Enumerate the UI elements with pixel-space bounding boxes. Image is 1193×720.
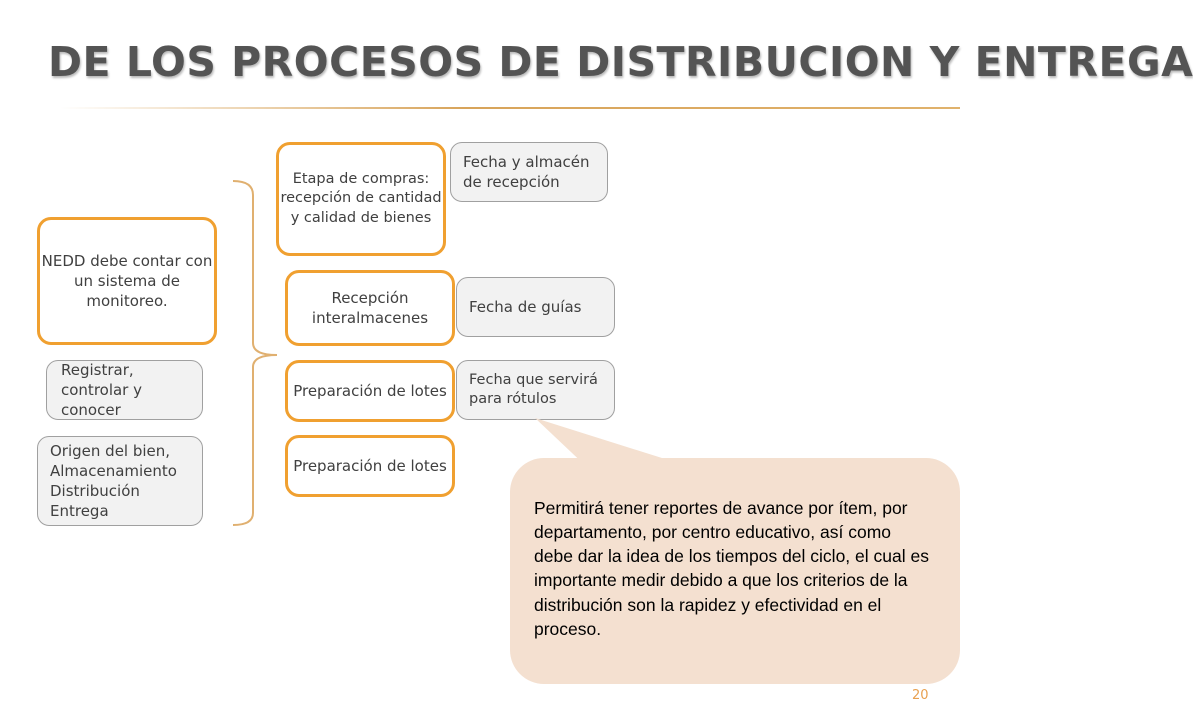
inter-warehouse-text: Recepción interalmacenes	[311, 288, 429, 327]
page-number: 20	[912, 688, 929, 703]
date-warehouse-text: Fecha y almacén de recepción	[463, 152, 590, 191]
register-control-text: Registrar, controlar y conocer	[61, 360, 142, 420]
explanation-callout	[510, 458, 960, 684]
date-guides-text: Fecha de guías	[469, 297, 582, 316]
lot-preparation-text-1: Preparación de lotes	[293, 381, 447, 400]
monitoring-system-text: NEDD debe contar con un sistema de monitoreo.	[41, 251, 213, 311]
explanation-text: Permitirá tener reportes de avance por ítem, por departamento, por centro educativo, así como debe dar la idea de los tiempos del ciclo, el cual es importante medir debido a que los criterios de la distribución son la rapidez y efectividad en el proceso.	[534, 498, 929, 639]
slide-title: DE LOS PROCESOS DE DISTRIBUCION Y ENTREGA	[48, 38, 1193, 86]
lot-preparation-text-2: Preparación de lotes	[293, 456, 447, 475]
origin-text: Origen del bien, Almacenamiento Distribución Entrega	[50, 441, 177, 521]
date-labels-text: Fecha que servirá para rótulos	[469, 372, 598, 407]
purchase-stage-text: Etapa de compras: recepción de cantidad y calidad de bienes	[280, 170, 442, 226]
